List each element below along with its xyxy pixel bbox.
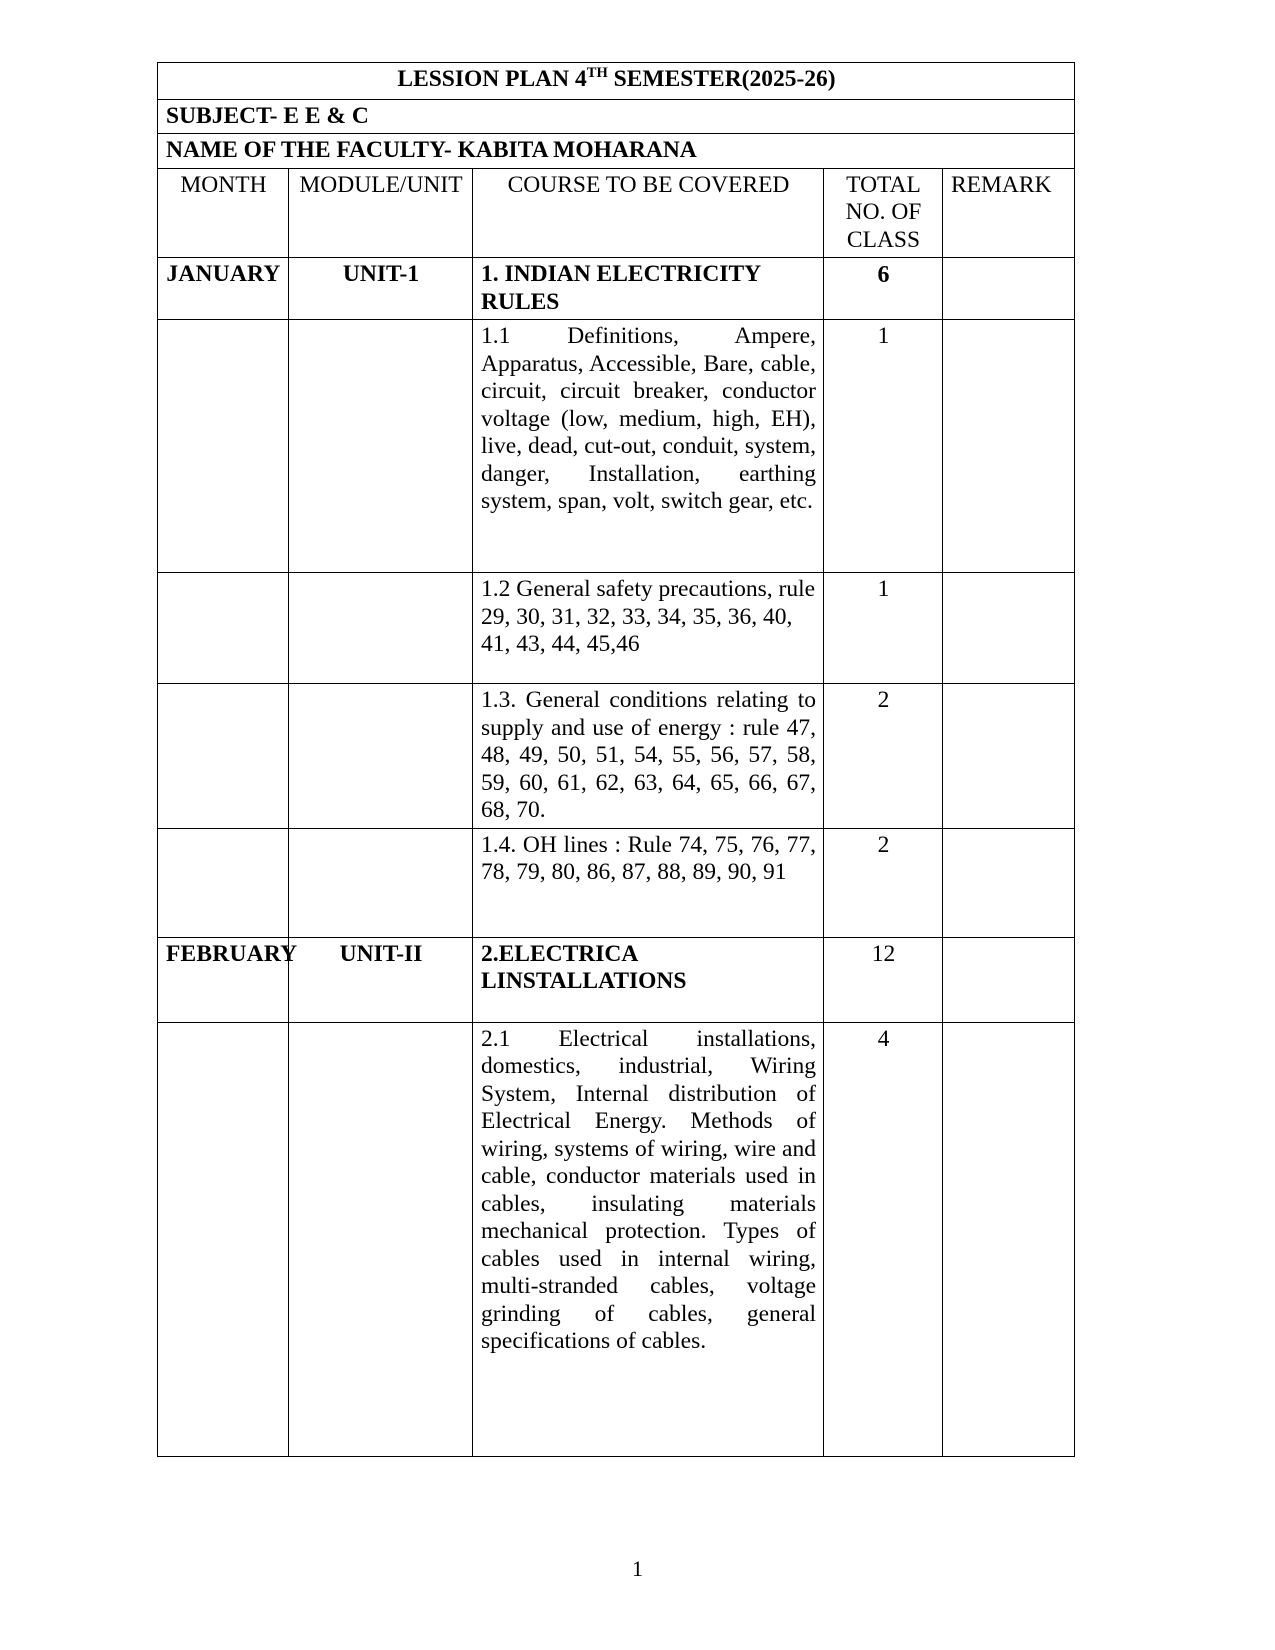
table-row [158, 1022, 1075, 1456]
cell-course: 2.1 Electrical installations, domestics, industrial, Wiring System, Internal distribution of Electrical Energy. Methods of wiring, systems of wiring, wire and cable, conductor materials used in cables, insulating materials mechanical protection. Types of cables used in internal wiring, multi-stranded cables, voltage grinding of cables, general specifications of cables. [473, 1022, 824, 1456]
cell-total: 1 [824, 320, 943, 573]
cell-remark [943, 320, 1075, 573]
lesson-plan-table [157, 62, 1075, 1457]
table-row [158, 320, 1075, 573]
document-title-suffix: SEMESTER(2025-26) [607, 66, 836, 92]
cell-remark [943, 1022, 1075, 1456]
header-course: COURSE TO BE COVERED [473, 168, 824, 257]
cell-total: 12 [824, 937, 943, 1022]
cell-month [158, 1022, 289, 1456]
subject-label: SUBJECT- E E & C [158, 100, 1075, 134]
cell-course: 1.3. General conditions relating to supply and use of energy : rule 47, 48, 49, 50, 51, 54, 55, 56, 57, 58, 59, 60, 61, 62, 63, 64, 65, 66, 67, 68, 70. [473, 684, 824, 828]
cell-course: 1.1 Definitions, Ampere, Apparatus, Accessible, Bare, cable, circuit, circuit breaker, conductor voltage (low, medium, high, EH), live, dead, cut-out, conduit, system, danger, Installation, earthing system, span, volt, switch gear, etc. [473, 320, 824, 573]
cell-module [289, 320, 473, 573]
document-title [158, 63, 1075, 100]
cell-remark [943, 828, 1075, 937]
header-total-no-of-class: TOTAL NO. OF CLASS [824, 168, 943, 257]
cell-month [158, 684, 289, 828]
cell-total: 6 [824, 258, 943, 320]
cell-remark [943, 937, 1075, 1022]
subject-row [158, 100, 1075, 134]
faculty-row [158, 134, 1075, 168]
cell-total: 2 [824, 828, 943, 937]
cell-module [289, 684, 473, 828]
cell-total: 1 [824, 573, 943, 684]
header-remark: REMARK [943, 168, 1075, 257]
cell-course: 2.ELECTRICA LINSTALLATIONS [473, 937, 824, 1022]
column-header-row [158, 168, 1075, 257]
cell-total: 2 [824, 684, 943, 828]
cell-module [289, 1022, 473, 1456]
cell-module [289, 828, 473, 937]
cell-remark [943, 258, 1075, 320]
cell-month: JANUARY [158, 258, 289, 320]
table-row [158, 573, 1075, 684]
header-module-unit: MODULE/UNIT [289, 168, 473, 257]
cell-month [158, 320, 289, 573]
cell-module: UNIT-1 [289, 258, 473, 320]
cell-course: 1.2 General safety precautions, rule 29, 30, 31, 32, 33, 34, 35, 36, 40, 41, 43, 44, 45,46 [473, 573, 824, 684]
cell-total: 4 [824, 1022, 943, 1456]
page-number: 1 [632, 1556, 643, 1581]
cell-month [158, 828, 289, 937]
cell-month: FEBRUARY [158, 937, 289, 1022]
cell-module: UNIT-II [289, 937, 473, 1022]
document-title-prefix: LESSION PLAN 4 [397, 66, 587, 92]
title-row [158, 63, 1075, 100]
table-row [158, 258, 1075, 320]
faculty-label: NAME OF THE FACULTY- KABITA MOHARANA [158, 134, 1075, 168]
cell-remark [943, 573, 1075, 684]
cell-course: 1. INDIAN ELECTRICITY RULES [473, 258, 824, 320]
table-row [158, 937, 1075, 1022]
header-month: MONTH [158, 168, 289, 257]
document-title-superscript: TH [586, 65, 608, 82]
cell-course: 1.4. OH lines : Rule 74, 75, 76, 77, 78, 79, 80, 86, 87, 88, 89, 90, 91 [473, 828, 824, 937]
cell-remark [943, 684, 1075, 828]
cell-month [158, 573, 289, 684]
table-row [158, 684, 1075, 828]
cell-module [289, 573, 473, 684]
table-row [158, 828, 1075, 937]
